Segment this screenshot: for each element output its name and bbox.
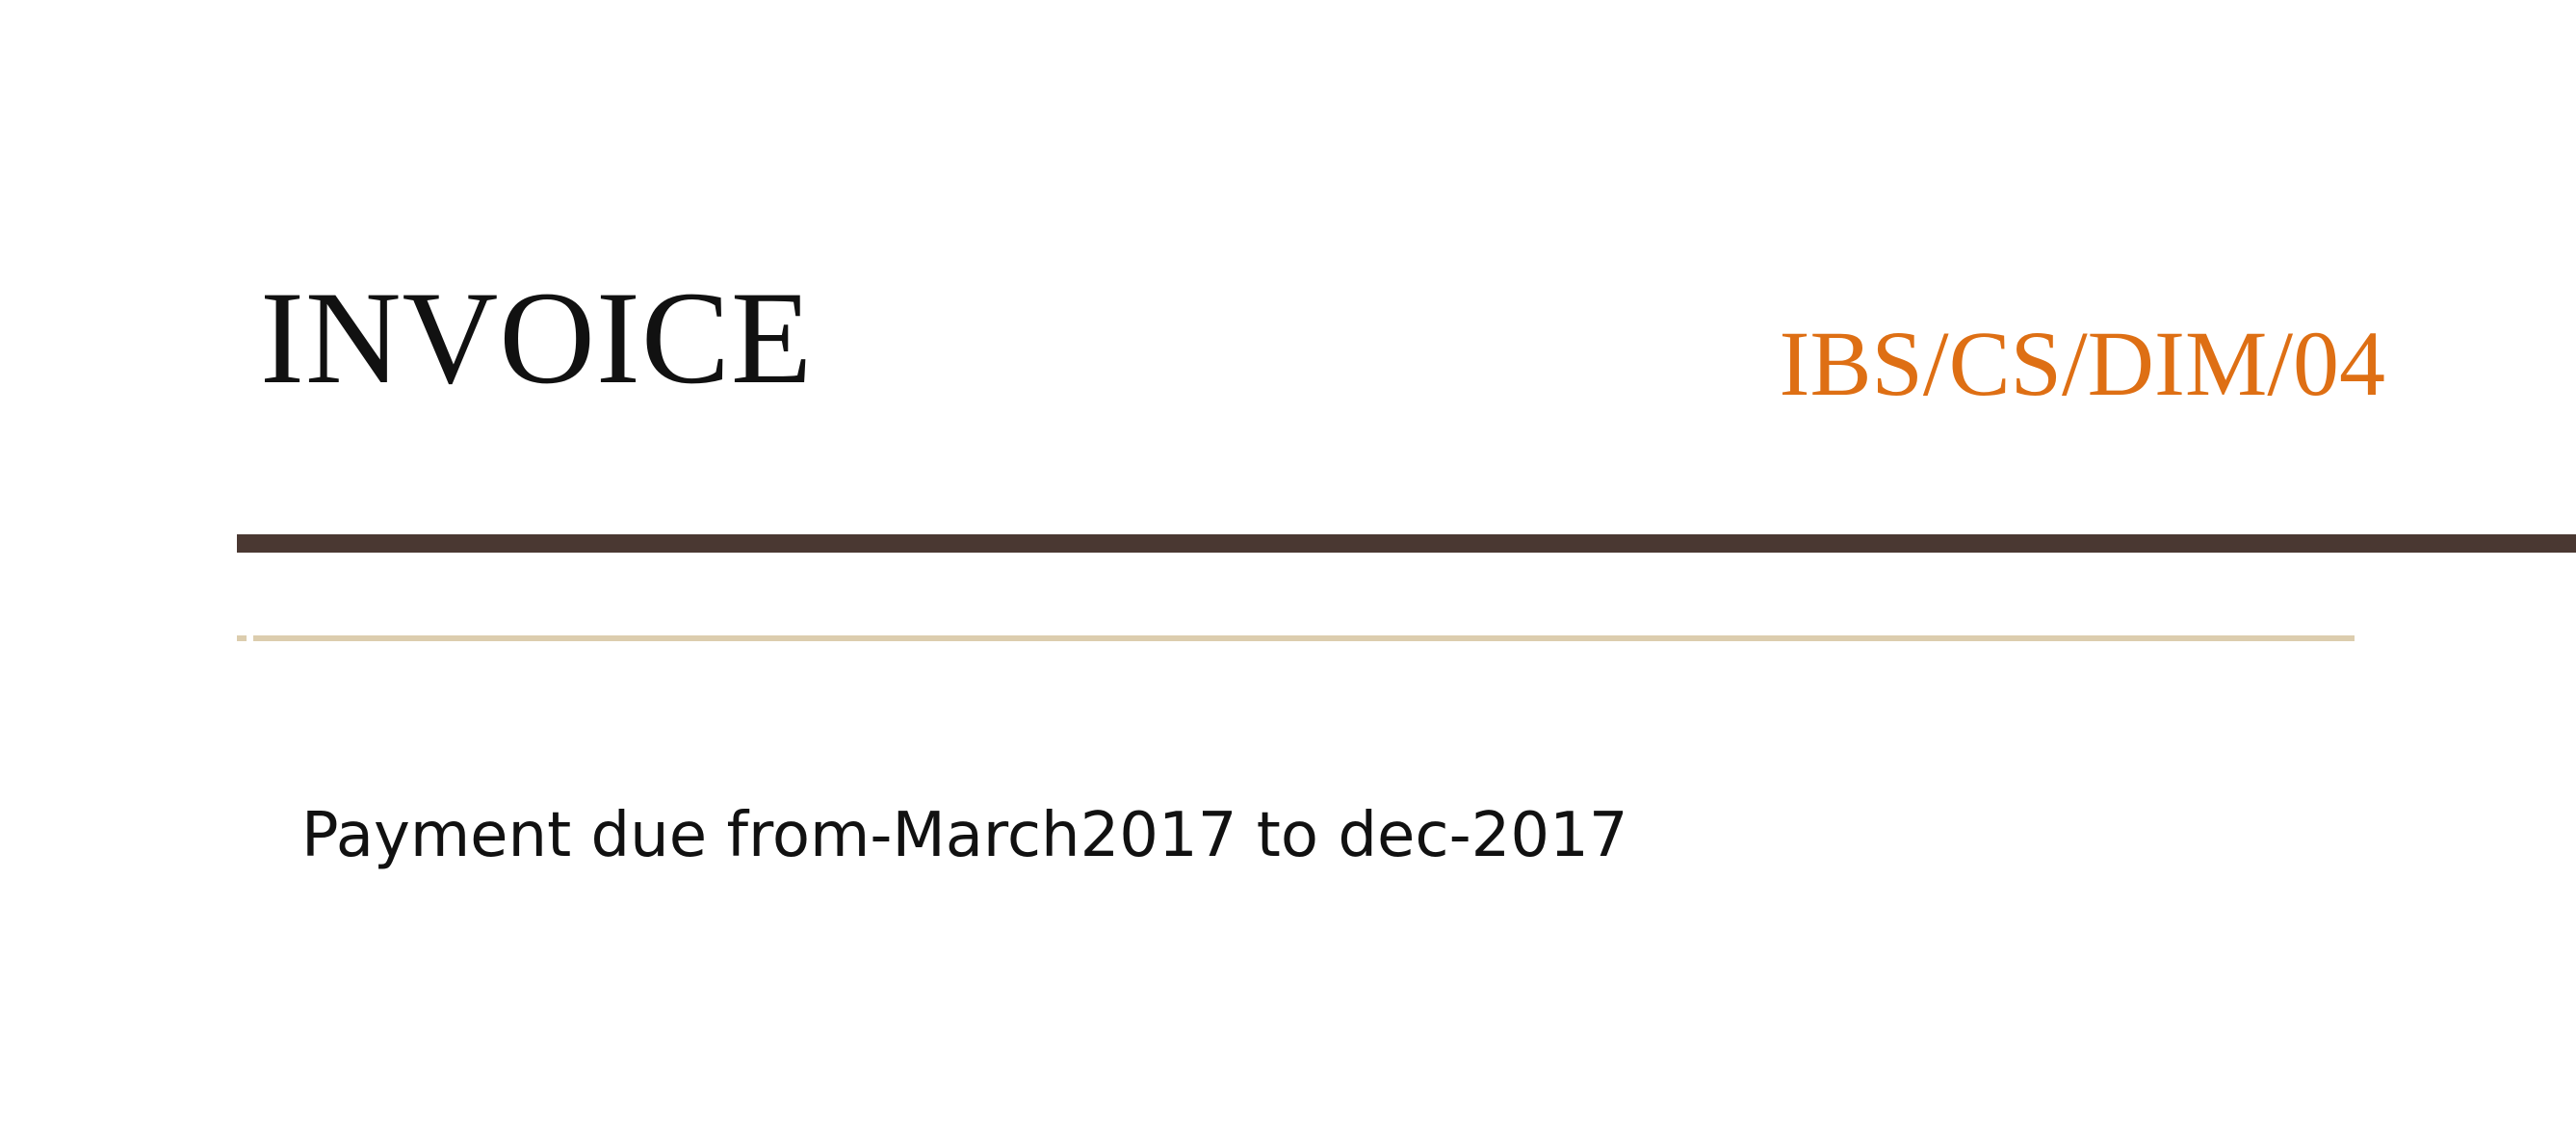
- invoice-title: INVOICE: [260, 264, 814, 411]
- payment-due-note: Payment due from-March2017 to dec-2017: [301, 800, 1628, 871]
- invoice-number: IBS/CS/DIM/04: [1779, 312, 2385, 415]
- header-divider-thin: [253, 635, 2355, 641]
- header-divider-thick: [237, 534, 2576, 553]
- header-divider-thin-accent: [237, 635, 247, 641]
